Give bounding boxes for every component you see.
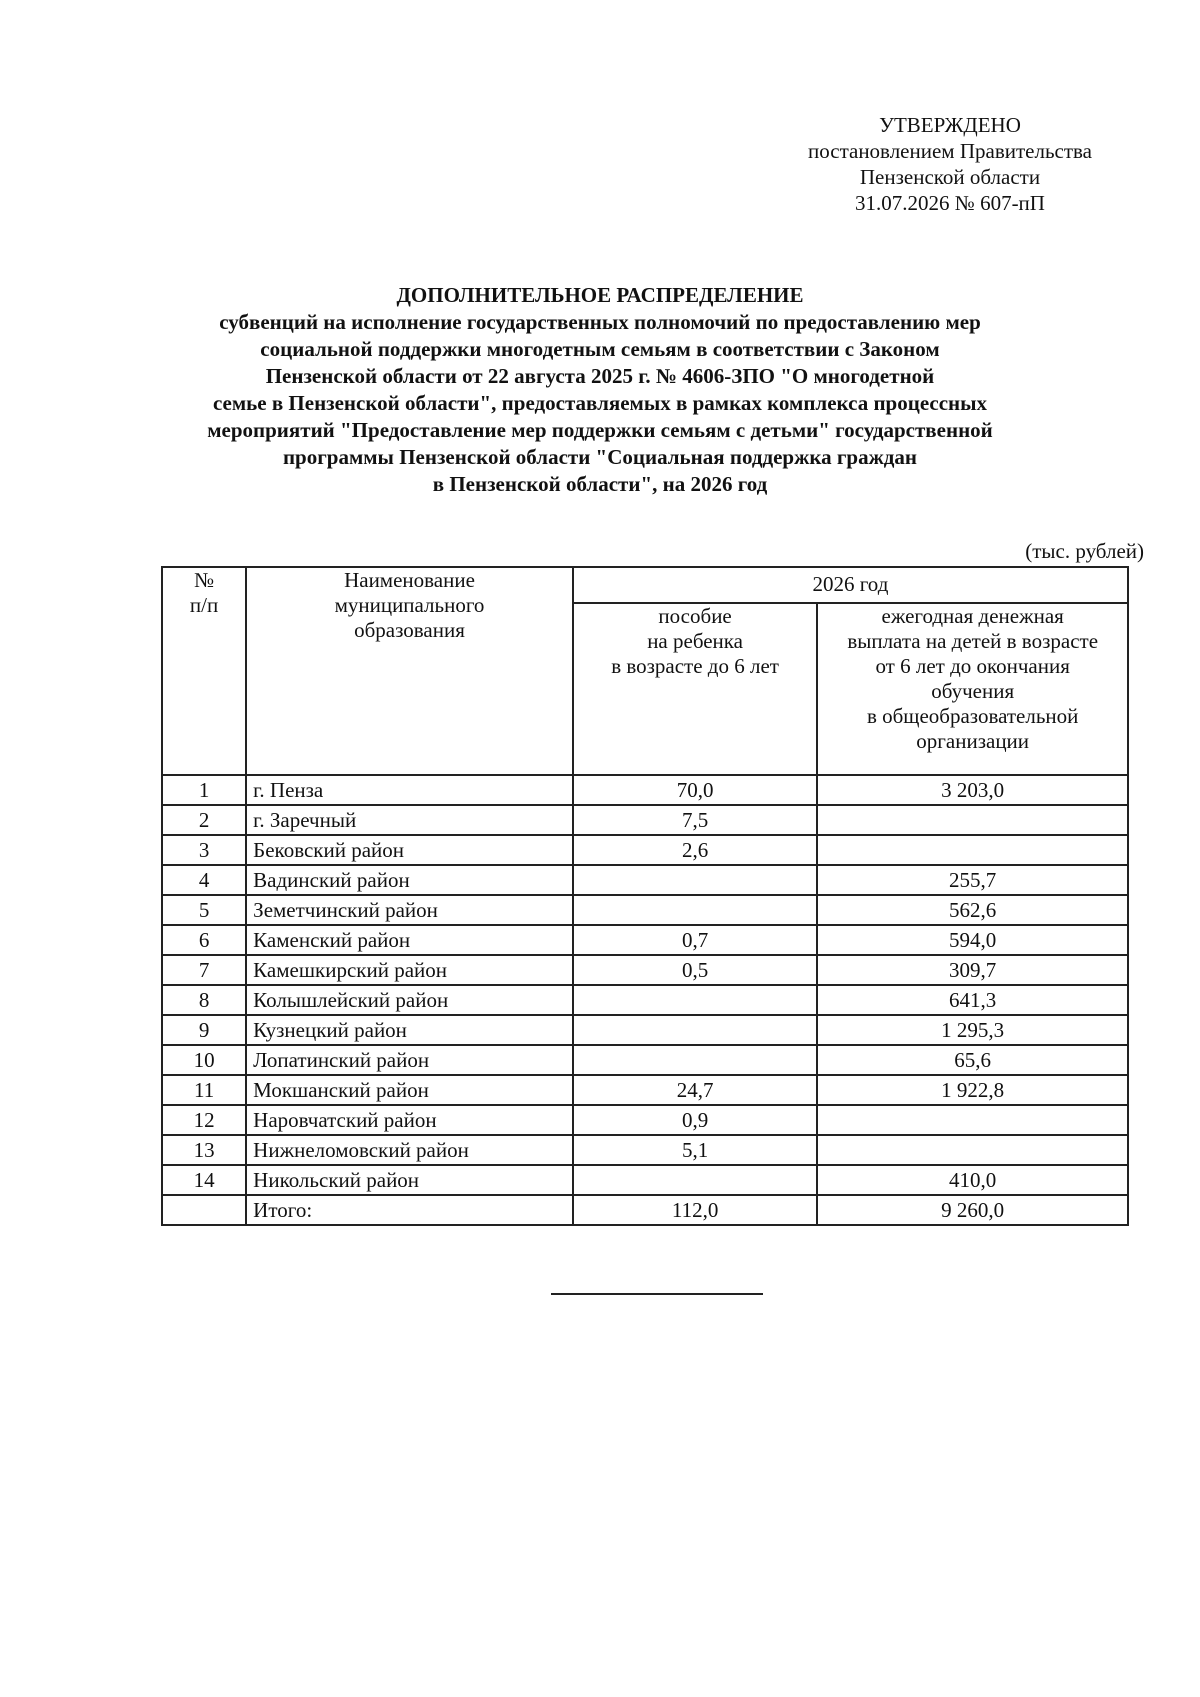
end-divider <box>551 1293 763 1295</box>
header-child-allowance: пособие на ребенка в возрасте до 6 лет <box>573 603 818 775</box>
row-municipality: Земетчинский район <box>246 895 573 925</box>
row-child-allowance <box>573 865 818 895</box>
row-child-allowance: 112,0 <box>573 1195 818 1225</box>
row-child-allowance <box>573 1045 818 1075</box>
row-municipality: Нижнеломовский район <box>246 1135 573 1165</box>
row-number: 5 <box>162 895 246 925</box>
row-municipality: Кузнецкий район <box>246 1015 573 1045</box>
units-label: (тыс. рублей) <box>1025 539 1144 563</box>
header-annual-payment: ежегодная денежная выплата на детей в возрасте от 6 лет до окончания обучения в общеобразовательной организации <box>817 603 1128 775</box>
row-municipality: Никольский район <box>246 1165 573 1195</box>
row-municipality: Бековский район <box>246 835 573 865</box>
row-child-allowance: 0,5 <box>573 955 818 985</box>
table-row <box>162 1045 1128 1075</box>
table-row <box>162 895 1128 925</box>
title-line: программы Пензенской области "Социальная поддержка граждан <box>282 445 918 469</box>
title-line: субвенций на исполнение государственных полномочий по предоставлению мер <box>219 310 981 334</box>
table-row <box>162 775 1128 805</box>
row-number: 12 <box>162 1105 246 1135</box>
table-row <box>162 805 1128 835</box>
row-municipality: Итого: <box>246 1195 573 1225</box>
table-row <box>162 1165 1128 1195</box>
row-annual-payment: 309,7 <box>817 955 1128 985</box>
row-child-allowance: 24,7 <box>573 1075 818 1105</box>
approval-line: Пензенской области <box>859 165 1041 189</box>
row-annual-payment: 410,0 <box>817 1165 1128 1195</box>
row-municipality: Наровчатский район <box>246 1105 573 1135</box>
row-number <box>162 1195 246 1225</box>
document-title <box>160 282 1040 498</box>
row-child-allowance: 2,6 <box>573 835 818 865</box>
table-row <box>162 835 1128 865</box>
row-annual-payment <box>817 1105 1128 1135</box>
row-annual-payment: 594,0 <box>817 925 1128 955</box>
row-annual-payment <box>817 805 1128 835</box>
row-municipality: Вадинский район <box>246 865 573 895</box>
table-row <box>162 865 1128 895</box>
approval-line: УТВЕРЖДЕНО <box>879 113 1021 137</box>
approval-date-number: 31.07.2026 № 607-пП <box>855 191 1045 215</box>
row-number: 2 <box>162 805 246 835</box>
row-child-allowance: 0,9 <box>573 1105 818 1135</box>
row-number: 8 <box>162 985 246 1015</box>
row-number: 14 <box>162 1165 246 1195</box>
row-annual-payment: 1 922,8 <box>817 1075 1128 1105</box>
row-child-allowance: 0,7 <box>573 925 818 955</box>
row-annual-payment: 3 203,0 <box>817 775 1128 805</box>
row-annual-payment: 255,7 <box>817 865 1128 895</box>
row-annual-payment <box>817 835 1128 865</box>
row-number: 11 <box>162 1075 246 1105</box>
table-row <box>162 1015 1128 1045</box>
row-child-allowance: 70,0 <box>573 775 818 805</box>
row-number: 1 <box>162 775 246 805</box>
row-child-allowance: 5,1 <box>573 1135 818 1165</box>
header-municipality: Наименование муниципального образования <box>246 567 573 775</box>
table-row <box>162 1105 1128 1135</box>
row-annual-payment: 641,3 <box>817 985 1128 1015</box>
title-line: социальной поддержки многодетным семьям в соответствии с Законом <box>260 337 940 361</box>
row-municipality: Камешкирский район <box>246 955 573 985</box>
title-line: в Пензенской области", на 2026 год <box>432 472 768 496</box>
row-child-allowance <box>573 1165 818 1195</box>
row-number: 13 <box>162 1135 246 1165</box>
row-municipality: г. Пенза <box>246 775 573 805</box>
row-number: 7 <box>162 955 246 985</box>
table-row <box>162 1135 1128 1165</box>
title-line: Пензенской области от 22 августа 2025 г. № 4606-ЗПО "О многодетной <box>265 364 935 388</box>
table-row <box>162 955 1128 985</box>
approval-line: постановлением Правительства <box>807 139 1092 163</box>
approval-stamp <box>780 112 1120 216</box>
row-municipality: Мокшанский район <box>246 1075 573 1105</box>
row-child-allowance: 7,5 <box>573 805 818 835</box>
row-number: 9 <box>162 1015 246 1045</box>
table-row <box>162 985 1128 1015</box>
row-child-allowance <box>573 1015 818 1045</box>
row-annual-payment <box>817 1135 1128 1165</box>
row-child-allowance <box>573 985 818 1015</box>
row-child-allowance <box>573 895 818 925</box>
row-number: 6 <box>162 925 246 955</box>
row-municipality: Каменский район <box>246 925 573 955</box>
row-annual-payment: 562,6 <box>817 895 1128 925</box>
table-row <box>162 1075 1128 1105</box>
row-annual-payment: 9 260,0 <box>817 1195 1128 1225</box>
title-line: мероприятий "Предоставление мер поддержки семьям с детьми" государственной <box>207 418 993 442</box>
row-number: 10 <box>162 1045 246 1075</box>
header-number: № п/п <box>162 567 246 775</box>
row-number: 4 <box>162 865 246 895</box>
distribution-table <box>161 566 1129 1226</box>
table-row <box>162 925 1128 955</box>
row-number: 3 <box>162 835 246 865</box>
table-total-row <box>162 1195 1128 1225</box>
row-annual-payment: 65,6 <box>817 1045 1128 1075</box>
row-municipality: Лопатинский район <box>246 1045 573 1075</box>
row-municipality: Колышлейский район <box>246 985 573 1015</box>
row-municipality: г. Заречный <box>246 805 573 835</box>
header-year: 2026 год <box>573 567 1128 603</box>
title-line: семье в Пензенской области", предоставляемых в рамках комплекса процессных <box>212 391 988 415</box>
title-heading: ДОПОЛНИТЕЛЬНОЕ РАСПРЕДЕЛЕНИЕ <box>396 283 804 307</box>
row-annual-payment: 1 295,3 <box>817 1015 1128 1045</box>
